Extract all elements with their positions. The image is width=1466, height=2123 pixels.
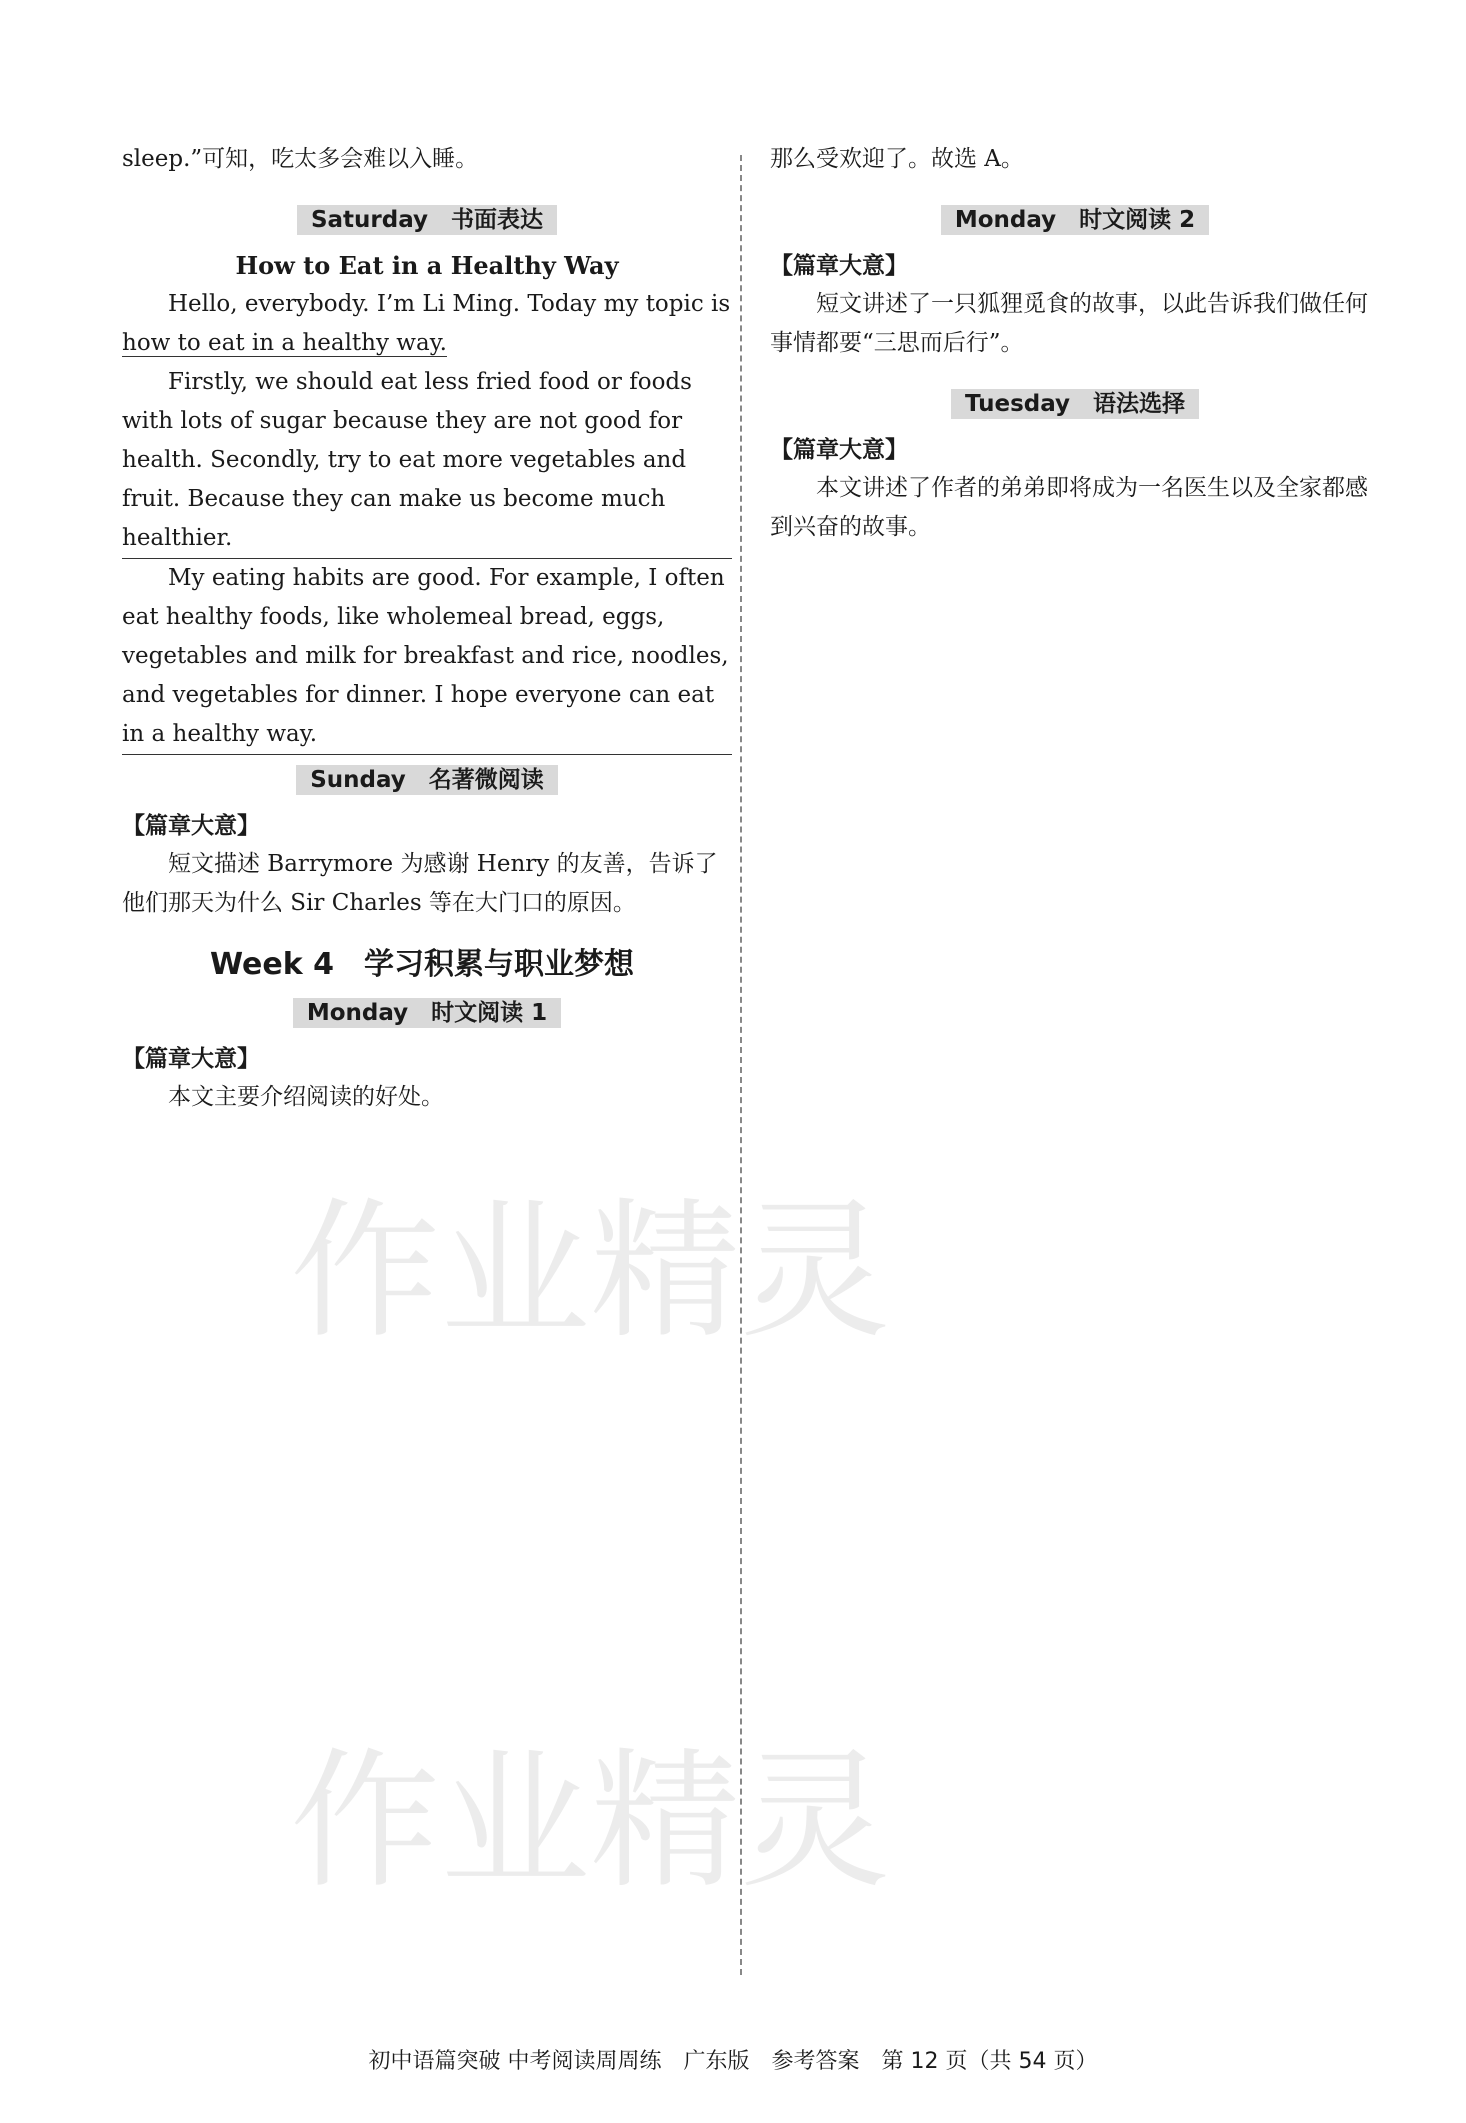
essay-intro: Hello, everybody. I’m Li Ming. Today my topic is how to eat in a healthy way. (122, 291, 731, 356)
monday-summary: 本文主要介绍阅读的好处。 (168, 1084, 444, 1110)
left-column (122, 140, 732, 1117)
essay-paragraph-2: Firstly, we should eat less fried food or foods with lots of sugar because they are not good for health. Secondly, try to eat more vegetables and fruit. Because they can make us become much healthier. (122, 363, 732, 559)
section-bracket: 【篇章大意】 (770, 436, 908, 463)
essay-title: How to Eat in a Healthy Way (235, 251, 619, 280)
right-column (770, 140, 1380, 547)
tuesday-heading: Tuesday 语法选择 (770, 385, 1380, 424)
right-top-line: 那么受欢迎了。故选 A。 (770, 146, 1024, 172)
monday-heading: Monday 时文阅读 1 (122, 994, 732, 1033)
column-divider (740, 155, 742, 1975)
sunday-summary: 短文描述 Barrymore 为感谢 Henry 的友善，告诉了他们那天为什么 Sir Charles 等在大门口的原因。 (122, 851, 718, 916)
left-top-line: sleep.”可知，吃太多会难以入睡。 (122, 146, 479, 172)
sunday-heading: Sunday 名著微阅读 (122, 761, 732, 800)
week-heading: Week 4 学习积累与职业梦想 (210, 947, 634, 982)
section-bracket: 【篇章大意】 (122, 1045, 260, 1072)
monday2-summary: 短文讲述了一只狐狸觅食的故事，以此告诉我们做任何事情都要“三思而后行”。 (770, 291, 1368, 356)
tuesday-summary: 本文讲述了作者的弟弟即将成为一名医生以及全家都感到兴奋的故事。 (770, 475, 1368, 540)
watermark-1: 作业精灵 (290, 1185, 891, 1359)
section-bracket: 【篇章大意】 (122, 812, 260, 839)
monday2-heading: Monday 时文阅读 2 (770, 201, 1380, 240)
page-footer: 初中语篇突破 中考阅读周周练 广东版 参考答案 第 12 页（共 54 页） (368, 2049, 1098, 2074)
watermark-2: 作业精灵 (290, 1735, 891, 1909)
saturday-heading: Saturday 书面表达 (122, 201, 732, 240)
section-bracket: 【篇章大意】 (770, 252, 908, 279)
essay-paragraph-3: My eating habits are good. For example, I often eat healthy foods, like wholemeal bread, eggs, vegetables and milk for breakfast and rice, noodles, and vegetables for dinner. I hope everyone can eat in a healthy way. (122, 559, 732, 755)
